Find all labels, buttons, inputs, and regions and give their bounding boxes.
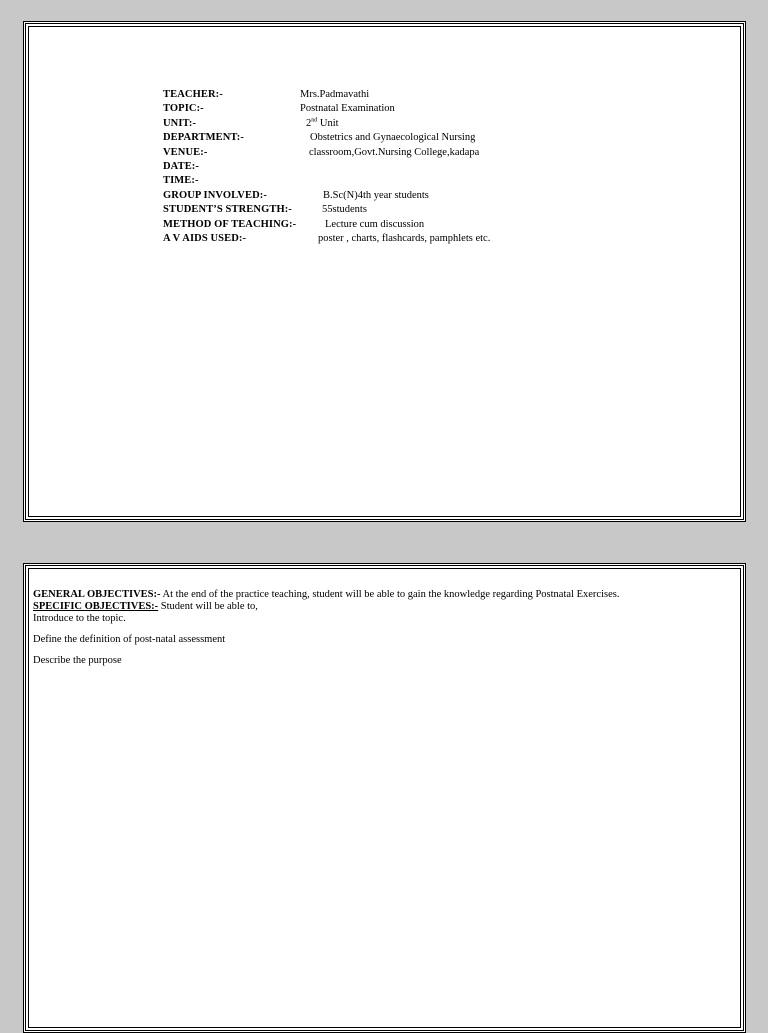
teacher-label: TEACHER:- <box>163 89 223 100</box>
document-page-1 <box>23 21 746 522</box>
info-row-method <box>163 218 425 232</box>
topic-label: TOPIC:- <box>163 103 204 115</box>
unit-value <box>306 117 339 131</box>
info-row-date <box>163 160 296 174</box>
info-row-av-aids <box>163 232 491 246</box>
unit-label: UNIT:- <box>163 117 197 129</box>
specific-objectives-label: SPECIFIC OBJECTIVES:- <box>33 601 159 612</box>
strength-value: 55students <box>322 204 367 216</box>
info-row-group <box>163 189 429 203</box>
strength-label: STUDENT’S STRENGTH:- <box>163 204 292 216</box>
method-label: METHOD OF TEACHING:- <box>163 218 297 230</box>
document-page-2 <box>23 563 746 1033</box>
info-row-time <box>163 174 296 188</box>
topic-value: Postnatal Examination <box>300 103 395 115</box>
venue-label: VENUE:- <box>163 146 208 158</box>
lesson-info-table <box>163 88 491 246</box>
unit-number: 2 <box>306 117 312 129</box>
teacher-value: Mrs.Padmavathi <box>300 89 370 100</box>
info-row-teacher <box>163 88 370 102</box>
page-border <box>23 21 746 522</box>
method-value: Lecture cum discussion <box>325 218 425 230</box>
general-objectives-label: GENERAL OBJECTIVES:- <box>33 589 161 600</box>
department-label: DEPARTMENT:- <box>163 132 244 144</box>
specific-objectives-text: Student will be able to, <box>158 601 258 612</box>
info-row-topic <box>163 102 395 116</box>
general-objectives <box>33 589 733 601</box>
info-row-department <box>163 131 476 145</box>
objectives-block <box>33 589 733 667</box>
info-row-strength <box>163 203 367 217</box>
info-row-venue <box>163 146 480 160</box>
department-value: Obstetrics and Gynaecological Nursing <box>310 132 476 144</box>
time-label: TIME:- <box>163 175 199 187</box>
objective-item: Introduce to the topic. <box>33 613 126 624</box>
venue-value: classroom,Govt.Nursing College,kadapa <box>309 146 480 158</box>
unit-ordinal: nd <box>311 117 318 124</box>
specific-objectives <box>33 601 733 613</box>
unit-word: Unit <box>317 117 339 129</box>
group-value: B.Sc(N)4th year students <box>323 189 429 201</box>
av-aids-value: poster , charts, flashcards, pamphlets etc. <box>318 232 491 244</box>
objective-item: Describe the purpose <box>33 655 122 666</box>
date-label: DATE:- <box>163 160 199 172</box>
av-aids-label: A V AIDS USED:- <box>163 232 247 244</box>
group-label: GROUP INVOLVED:- <box>163 189 267 201</box>
info-row-unit <box>163 117 339 131</box>
general-objectives-text: At the end of the practice teaching, student will be able to gain the knowledge regarding Postnatal Exercises. <box>160 589 620 600</box>
objective-item: Define the definition of post-natal assessment <box>33 634 226 645</box>
